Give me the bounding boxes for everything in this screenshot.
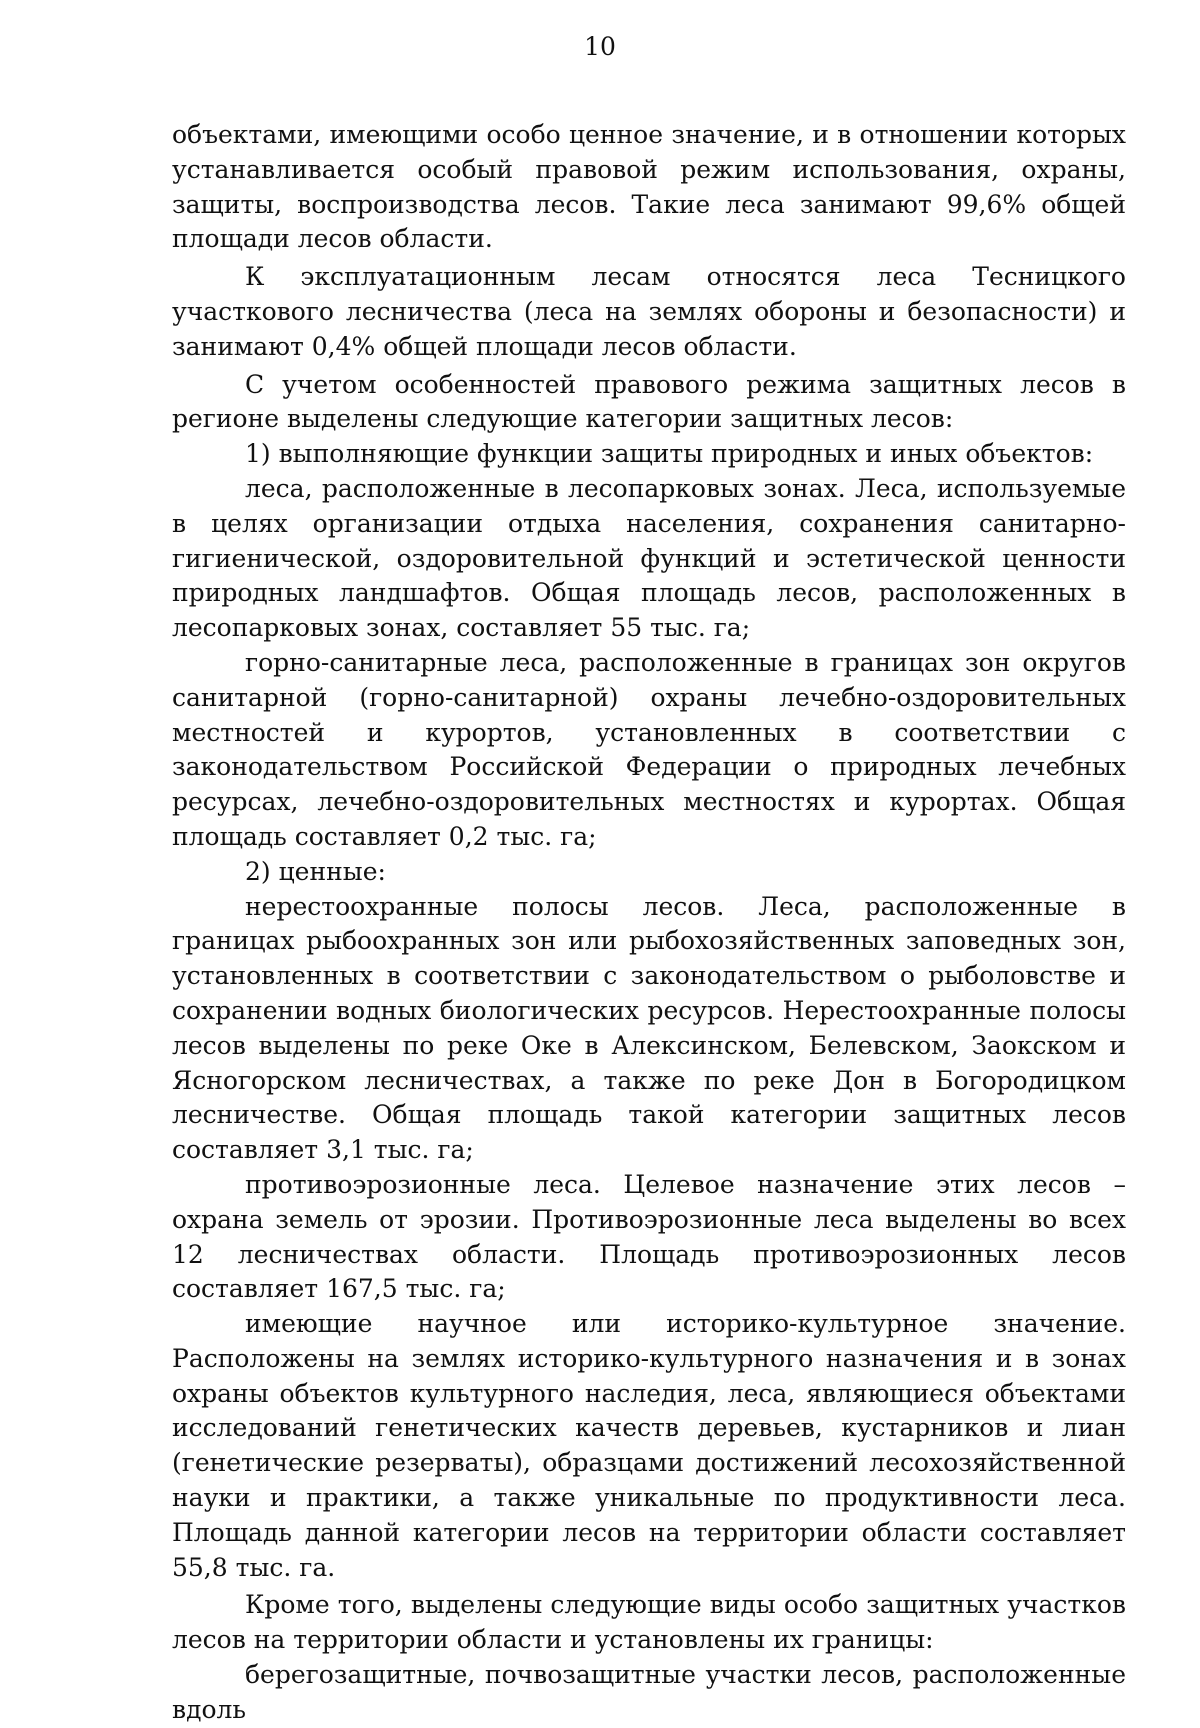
paragraph: имеющие научное или историко-культурное значение. Расположены на землях историко-культурного назначения и в зонах охраны объектов культурного наследия, леса, являющиеся объектами исследований генетических качеств деревьев, кустарников и лиан (генетические резерваты), образцами достижений лесохозяйственной науки и практики, а также уникальные по продуктивности леса. Площадь данной категории лесов на территории области составляет 55,8 тыс. га. xyxy=(172,1309,1126,1582)
paragraph: 2) ценные: xyxy=(245,856,386,886)
document-body xyxy=(172,118,1126,1728)
paragraph: 1) выполняющие функции защиты природных и иных объектов: xyxy=(245,439,1094,469)
paragraph: Кроме того, выделены следующие виды особо защитных участков лесов на территории области и установлены их границы: xyxy=(172,1590,1126,1655)
paragraph: С учетом особенностей правового режима защитных лесов в регионе выделены следующие категории защитных лесов: xyxy=(172,369,1126,434)
paragraph: горно-санитарные леса, расположенные в границах зон округов санитарной (горно-санитарной) охраны лечебно-оздоровительных местностей и курортов, установленных в соответствии с законодательством Российской Федерации о природных лечебных ресурсах, лечебно-оздоровительных местностях и курортах. Общая площадь составляет 0,2 тыс. га; xyxy=(172,647,1126,851)
paragraph: леса, расположенные в лесопарковых зонах. Леса, используемые в целях организации отдыха населения, сохранения санитарно-гигиенической, оздоровительной функций и эстетической ценности природных ландшафтов. Общая площадь лесов, расположенных в лесопарковых зонах, составляет 55 тыс. га; xyxy=(172,473,1126,643)
paragraph: противоэрозионные леса. Целевое назначение этих лесов – охрана земель от эрозии. Противоэрозионные леса выделены во всех 12 лесничествах области. Площадь противоэрозионных лесов составляет 167,5 тыс. га; xyxy=(172,1169,1126,1304)
page-number: 10 xyxy=(584,32,616,61)
paragraph: объектами, имеющими особо ценное значение, и в отношении которых устанавливается особый правовой режим использования, охраны, защиты, воспроизводства лесов. Такие леса занимают 99,6% общей площади лесов области. xyxy=(172,120,1126,254)
paragraph: К эксплуатационным лесам относятся леса Тесницкого участкового лесничества (леса на землях обороны и безопасности) и занимают 0,4% общей площади лесов области. xyxy=(172,262,1126,361)
paragraph: берегозащитные, почвозащитные участки лесов, расположенные вдоль xyxy=(172,1660,1126,1724)
paragraph: нерестоохранные полосы лесов. Леса, расположенные в границах рыбоохранных зон или рыбохозяйственных заповедных зон, установленных в соответствии с законодательством о рыболовстве и сохранении водных биологических ресурсов. Нерестоохранные полосы лесов выделены по реке Оке в Алексинском, Белевском, Заокском и Ясногорском лесничествах, а также по реке Дон в Богородицком лесничестве. Общая площадь такой категории защитных лесов составляет 3,1 тыс. га; xyxy=(172,891,1126,1165)
